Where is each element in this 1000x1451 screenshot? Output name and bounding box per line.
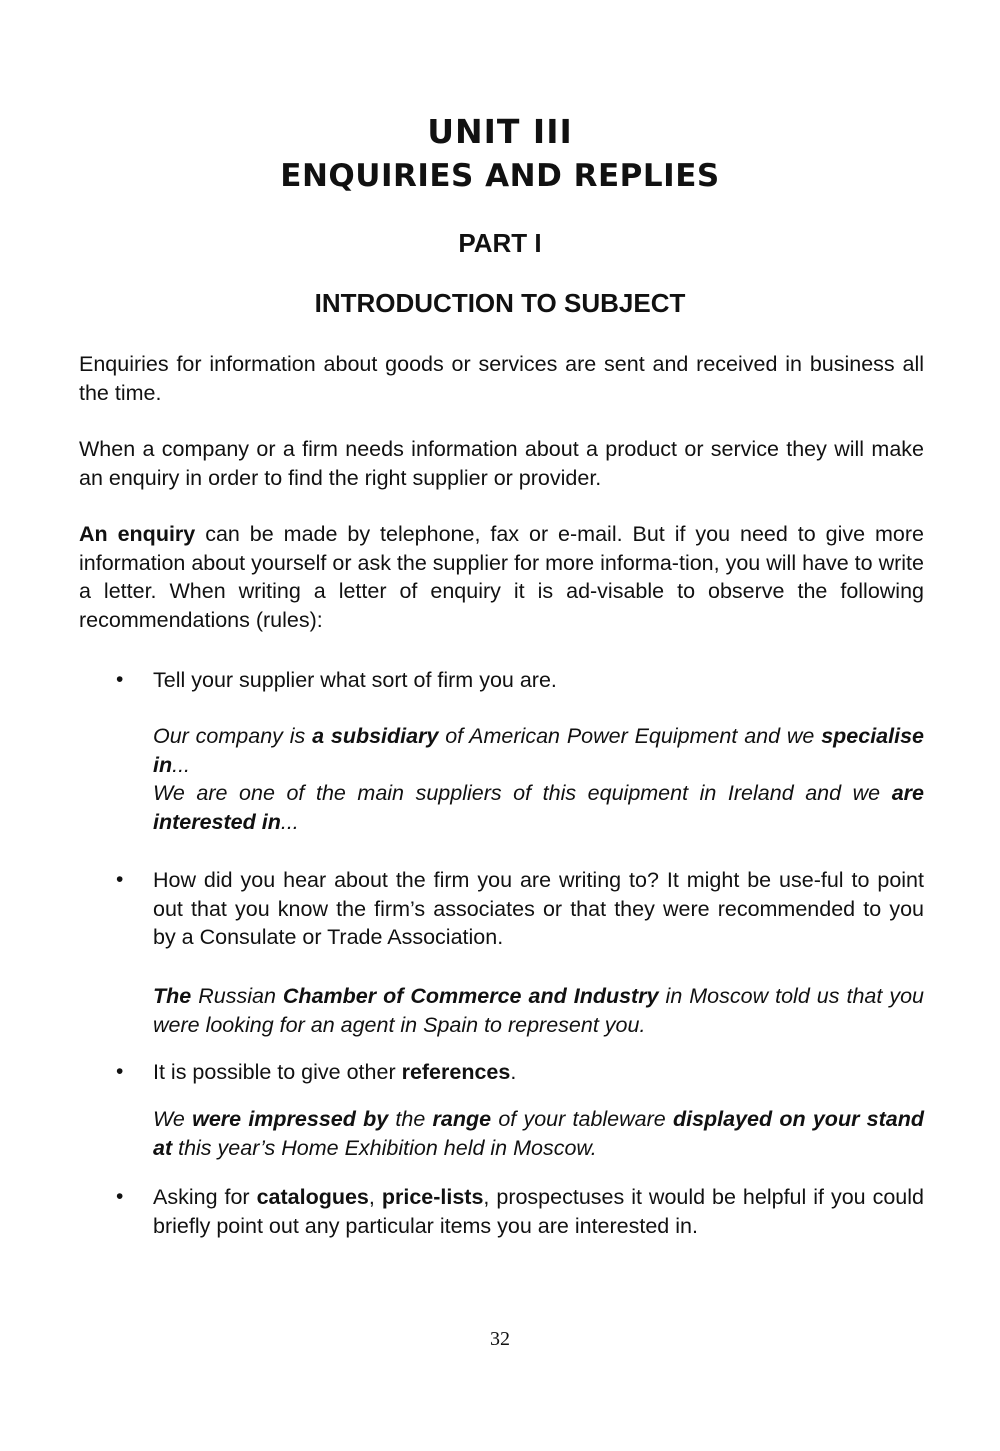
example-3-text: this year’s Home Exhibition held in Moscow. bbox=[172, 1135, 597, 1160]
bullet-4-bold: price-lists bbox=[381, 1185, 484, 1209]
part-heading: PART I bbox=[458, 228, 542, 258]
example-1-bold: a subsidiary bbox=[312, 724, 439, 748]
example-2-bold: Chamber of Commerce and Industry bbox=[282, 984, 659, 1008]
example-3-text: We bbox=[153, 1107, 193, 1131]
bullet-3-text: . bbox=[510, 1060, 517, 1084]
example-1-bold: are interested in bbox=[153, 781, 924, 834]
bullet-3-text: It is possible to give other bbox=[153, 1060, 402, 1084]
bullet-4-text: , prospectuses it would be helpful if you could briefly point out any particular items you are interested in. bbox=[153, 1185, 924, 1238]
paragraph-3-text: can be made by telephone, fax or e-mail. But if you need to give more information about yourself or ask the supplier for more informa-tion, you will have to write a letter. When writing a letter of enquiry it is ad-visable to observe the following recommendations (rules): bbox=[79, 522, 924, 632]
bullet-item-3 bbox=[153, 1058, 924, 1087]
term-enquiry: An enquiry bbox=[79, 522, 196, 546]
bullet-item-4 bbox=[153, 1183, 924, 1240]
example-1-bold: specialise in bbox=[153, 724, 924, 777]
example-2-text: in Moscow told us that you were looking for an agent in Spain to represent you. bbox=[153, 984, 925, 1037]
section-heading: INTRODUCTION TO SUBJECT bbox=[314, 288, 686, 318]
bullet-marker-4: • bbox=[116, 1185, 124, 1208]
example-3-bold: were impressed by bbox=[192, 1107, 389, 1131]
example-3-bold: displayed on your stand at bbox=[153, 1107, 925, 1160]
bullet-4-text: Asking for bbox=[153, 1185, 257, 1209]
bullet-item-2: How did you hear about the firm you are writing to? It might be use-ful to point out that you know the firm’s associates or that they were recommended to you by a Consulate or Trade Association. bbox=[153, 868, 924, 949]
unit-heading: UNIT III bbox=[427, 112, 573, 151]
example-1-text: Our company is bbox=[153, 724, 313, 748]
example-1-text: of American Power Equipment and we bbox=[438, 724, 822, 748]
intro-paragraph-3 bbox=[79, 520, 924, 634]
example-2-text: Russian bbox=[191, 984, 283, 1008]
intro-paragraph-2: When a company or a firm needs information about a product or service they will make an enquiry in order to find the right supplier or provider. bbox=[79, 437, 924, 490]
bullet-marker-2: • bbox=[116, 868, 124, 891]
bullet-marker-3: • bbox=[116, 1060, 124, 1083]
intro-paragraph-1: Enquiries for information about goods or services are sent and received in business all the time. bbox=[79, 352, 924, 405]
bullet-3-bold: references bbox=[401, 1060, 511, 1084]
example-3-text: the bbox=[388, 1107, 433, 1131]
example-3-text: of your tableware bbox=[491, 1107, 673, 1131]
bullet-4-text: , bbox=[368, 1185, 382, 1209]
bullet-marker-1: • bbox=[116, 668, 124, 691]
example-3 bbox=[153, 1105, 924, 1162]
example-2-bold: The bbox=[153, 984, 192, 1008]
example-1-text: We are one of the main suppliers of this equipment in Ireland and we bbox=[153, 781, 892, 805]
example-3-bold: range bbox=[432, 1107, 492, 1131]
example-2 bbox=[153, 982, 924, 1039]
example-1-ellipsis: ... bbox=[172, 752, 191, 777]
example-1 bbox=[153, 722, 924, 836]
bullet-item-1: Tell your supplier what sort of firm you are. bbox=[153, 668, 557, 692]
bullet-4-bold: catalogues bbox=[256, 1185, 369, 1209]
chapter-title: ENQUIRIES AND REPLIES bbox=[280, 158, 720, 194]
example-1-ellipsis: ... bbox=[280, 809, 299, 834]
page-number: 32 bbox=[490, 1328, 510, 1350]
